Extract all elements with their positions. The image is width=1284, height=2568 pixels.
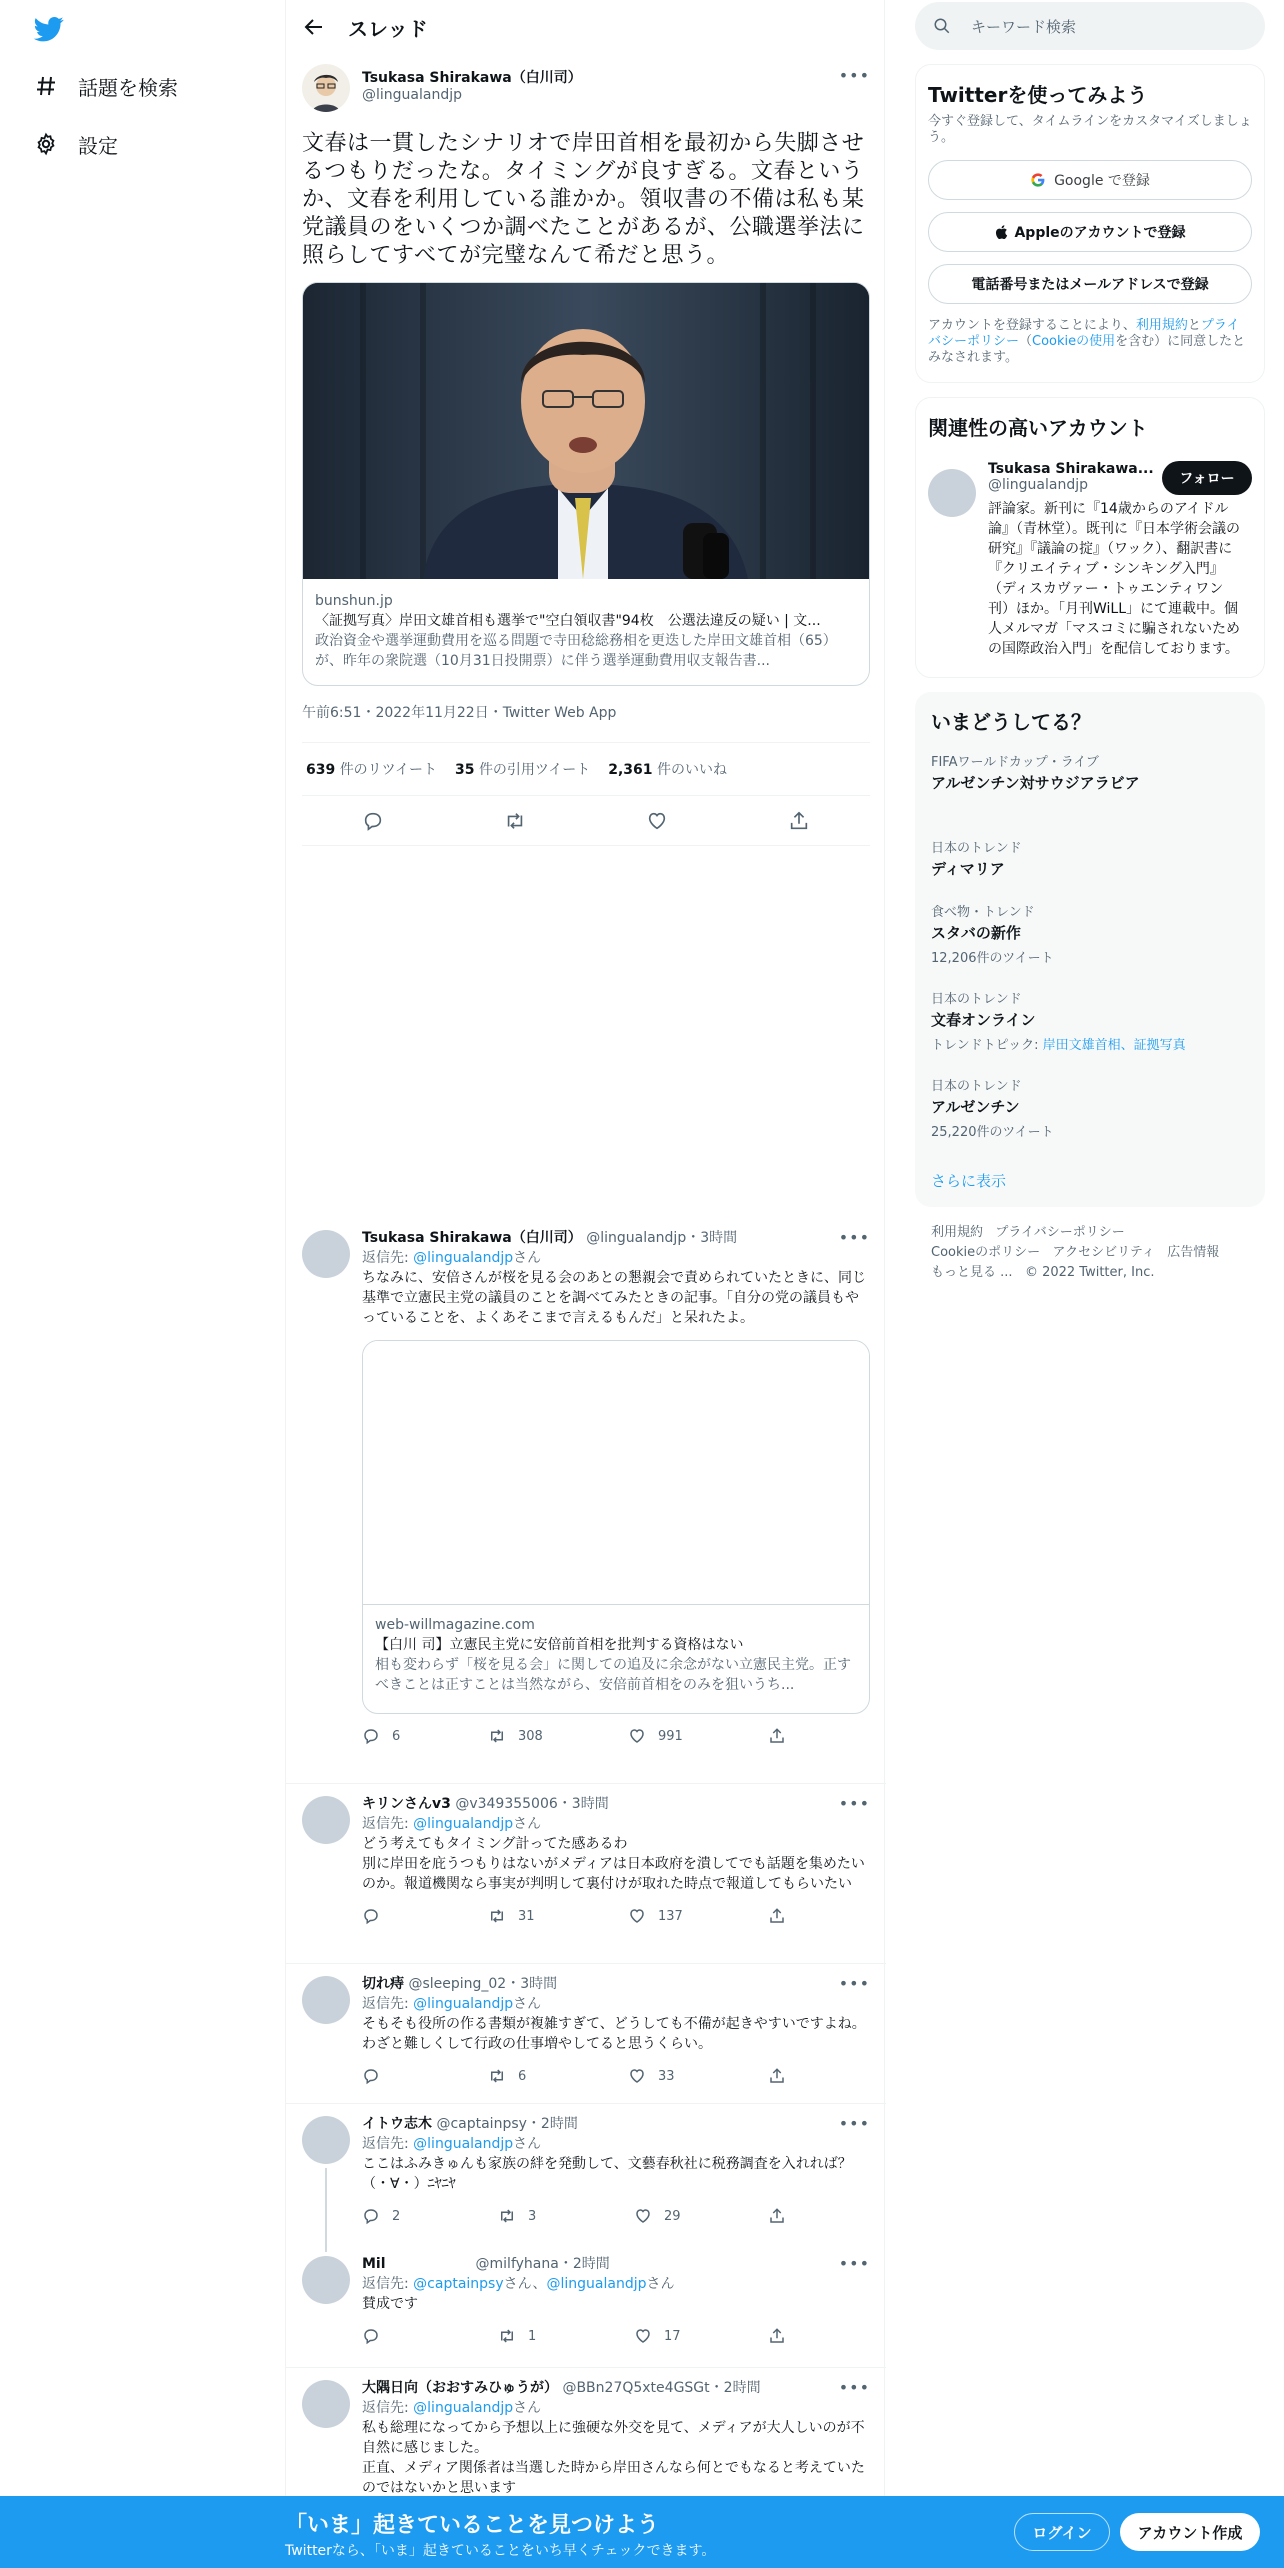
trend-item[interactable]: FIFAワールドカップ・ライブ アルゼンチン対サウジアラビア [931, 755, 1140, 792]
more-icon[interactable]: ••• [838, 2378, 870, 2397]
tweet-timestamp[interactable]: 午前6:51・2022年11月22日・Twitter Web App [302, 705, 617, 721]
avatar[interactable] [302, 2116, 350, 2164]
more-icon[interactable]: ••• [838, 2114, 870, 2133]
link-card[interactable] [302, 282, 870, 686]
reply-author-name[interactable]: キリンさんv3 [362, 1796, 451, 1812]
reply-actions [362, 2206, 870, 2226]
related-account[interactable] [928, 461, 1252, 659]
page-title: スレッド [348, 16, 428, 41]
footer-link[interactable]: プライバシーポリシー [995, 1225, 1125, 1240]
like-icon [634, 2207, 652, 2225]
reply-text: 賛成です [362, 2296, 418, 2312]
reply-button[interactable] [362, 2327, 498, 2345]
like-button[interactable]: 29 [634, 2207, 768, 2225]
search-input[interactable]: キーワード検索 [971, 17, 1077, 36]
signup-terms: アカウントを登録することにより、利用規約とプライバシーポリシー（Cookieの使用を含む）に同意したとみなされます。 [928, 318, 1246, 365]
reply-tweet[interactable] [286, 1964, 886, 2104]
more-icon[interactable]: ••• [838, 2254, 870, 2273]
reply-actions [362, 1906, 870, 1926]
reply-actions [362, 2066, 870, 2086]
reply-author-name[interactable]: Tsukasa Shirakawa（白川司） [362, 1230, 582, 1246]
card-image-placeholder [363, 1341, 869, 1605]
footer-link[interactable]: Cookieのポリシー [931, 1245, 1041, 1260]
terms-link[interactable]: 利用規約 [1135, 318, 1188, 333]
reply-author-handle[interactable]: @sleeping_02 [408, 1976, 507, 1992]
privacy-link[interactable]: プライバシーポリシー [928, 318, 1240, 349]
reply-button[interactable] [362, 2067, 488, 2085]
trend-item[interactable]: 日本のトレンド 文春オンライン トレンドトピック: 岸田文雄首相、証拠写真 [931, 992, 1186, 1053]
main-column [285, 0, 885, 2568]
reply-to-line: 返信先: @lingualandjpさん [362, 1996, 542, 2012]
footer-link[interactable]: 広告情報 [1167, 1245, 1220, 1260]
reply-author-handle[interactable]: @v349355006 [455, 1796, 558, 1812]
reply-author-name[interactable]: 切れ痔 [362, 1976, 404, 1992]
reply-actions [362, 2326, 870, 2346]
reply-to-line: 返信先: @captainpsyさん、@lingualandjpさん [362, 2276, 675, 2292]
footer-more-link[interactable]: もっと見る ... [931, 1265, 1013, 1280]
reply-to-link[interactable]: @lingualandjp [413, 1996, 514, 2012]
gear-icon [32, 130, 60, 158]
like-icon [628, 1907, 646, 1925]
share-icon [768, 1727, 786, 1745]
apple-signup-button[interactable]: Appleのアカウントで登録 [928, 212, 1252, 252]
tweet-stats [302, 742, 870, 796]
reply-time[interactable]: ・2時間 [558, 2256, 610, 2272]
more-icon[interactable]: ••• [838, 1974, 870, 1993]
share-icon [768, 2207, 786, 2225]
like-button[interactable]: 17 [634, 2327, 768, 2345]
show-more-link[interactable]: さらに表示 [931, 1172, 1007, 1190]
avatar[interactable] [302, 1976, 350, 2024]
like-icon [634, 2327, 652, 2345]
main-tweet-header [302, 64, 870, 114]
footer-link[interactable]: アクセシビリティ [1052, 1245, 1155, 1260]
related-bio: 評論家。新刊に『14歳からのアイドル論』（青林堂）。既刊に『日本学術会議の研究』『議論の掟』（ワック）、翻訳書に『クリエイティブ・シンキング入門』（ディスカヴァー・トゥエンティワン刊）ほか。「月刊WiLL」にて連載中。個人メルマガ「マスコミに騙されないための国際政治入門」を配信しております。 [988, 501, 1240, 657]
share-icon[interactable] [788, 810, 810, 832]
share-icon [768, 2327, 786, 2345]
avatar[interactable] [302, 1230, 350, 1278]
reply-icon [362, 1907, 380, 1925]
card-description: 政治資金や選挙運動費用を巡る問題で寺田稔総務相を更迭した岸田文雄首相（65）が、昨年の衆院選（10月31日投開票）に伴う選挙運動費用収支報告書... [315, 633, 837, 669]
card-meta [303, 579, 869, 683]
retweet-icon[interactable] [504, 810, 526, 832]
nav-settings[interactable] [32, 124, 118, 164]
twitter-logo-icon[interactable] [32, 14, 66, 44]
author-name[interactable]: Tsukasa Shirakawa（白川司） [362, 70, 582, 86]
reply-author-name[interactable]: 大隅日向（おおすみひゅうが） [362, 2380, 558, 2396]
tweet-text: 文春は一貫したシナリオで岸田首相を最初から失脚させるつもりだったな。タイミングが良すぎる。文春というか、文春を利用している誰かか。領収書の不備は私も某党議員のをいくつか調べたことがあるが、公職選挙法に照らしてすべてが完璧なんて希だと思う。 [302, 131, 865, 268]
card-title: 【白川 司】立憲民主党に安倍前首相を批判する資格はない [375, 1637, 744, 1653]
reply-author-handle[interactable]: @captainpsy [436, 2116, 527, 2132]
google-icon [1030, 172, 1046, 188]
hashtag-icon [32, 72, 60, 100]
related-title: 関連性の高いアカウント [928, 416, 1148, 440]
retweet-icon [488, 1727, 506, 1745]
right-sidebar [915, 0, 1265, 1299]
retweet-stat[interactable]: 639 件のリツイート [306, 762, 437, 778]
reply-author-handle[interactable]: @milfyhana [475, 2256, 559, 2272]
reply-time[interactable]: ・3時間 [686, 1230, 738, 1246]
reply-to-line: 返信先: @lingualandjpさん [362, 2136, 542, 2152]
reply-to-line: 返信先: @lingualandjpさん [362, 1250, 542, 1266]
like-stat[interactable]: 2,361 件のいいね [608, 762, 727, 778]
nav-settings-label: 設定 [78, 133, 118, 158]
reply-icon [362, 1727, 380, 1745]
reply-to-line: 返信先: @lingualandjpさん [362, 2400, 542, 2416]
reply-text: どう考えてもタイミング計ってた感あるわ 別に岸田を庇うつもりはないがメディアは日本政府を潰してでも話題を集めたいのか。報道機関なら事実が判明して裏付けが取れた時点で報道してもらいたい [362, 1836, 865, 1892]
cookie-link[interactable]: Cookieの使用 [1032, 334, 1116, 349]
signup-button[interactable]: アカウント作成 [1120, 2513, 1260, 2551]
reply-time[interactable]: ・3時間 [557, 1796, 609, 1812]
reply-tweet[interactable] [286, 1218, 886, 1784]
search-icon [933, 17, 951, 35]
nav-explore[interactable] [32, 66, 178, 106]
retweet-button[interactable]: 6 [488, 2067, 628, 2085]
nav-explore-label: 話題を検索 [78, 75, 178, 100]
reply-to-link[interactable]: @lingualandjp [413, 2400, 514, 2416]
related-handle[interactable]: @lingualandjp [988, 477, 1088, 493]
login-button[interactable]: ログイン [1014, 2513, 1110, 2551]
apple-icon [994, 224, 1008, 240]
reply-to-link[interactable]: @lingualandjp [546, 2276, 647, 2292]
retweet-button[interactable]: 31 [488, 1907, 628, 1925]
left-nav [0, 0, 285, 2568]
like-icon[interactable] [646, 810, 668, 832]
reply-to-link[interactable]: @lingualandjp [413, 1816, 514, 1832]
share-icon [768, 1907, 786, 1925]
trend-topic-link[interactable]: 岸田文雄首相、証拠写真 [1042, 1038, 1186, 1053]
trend-item[interactable]: 日本のトレンド ディマリア [931, 841, 1022, 878]
follow-button[interactable]: フォロー [1162, 461, 1252, 495]
reply-author-name[interactable]: Mil [362, 2256, 386, 2272]
reply-text: ここはふみきゅんも家族の絆を発動して、文藝春秋社に税務調査を入れれば？（・∀・）ﾆﾔﾆﾔ [362, 2156, 852, 2192]
share-icon [768, 2067, 786, 2085]
retweet-button[interactable]: 308 [488, 1727, 628, 1745]
trends-title: いまどうしてる？ [931, 710, 1091, 734]
like-button[interactable]: 137 [628, 1907, 768, 1925]
more-icon[interactable]: ••• [838, 1228, 870, 1247]
reply-icon [362, 2327, 380, 2345]
signup-title: Twitterを使ってみよう [928, 83, 1148, 107]
related-accounts-panel [915, 397, 1265, 678]
share-button[interactable] [768, 2207, 798, 2225]
thread-line [325, 2168, 327, 2252]
avatar[interactable] [302, 2256, 350, 2304]
footer-links [915, 1207, 1265, 1299]
reply-icon [362, 2067, 380, 2085]
share-button[interactable] [768, 2327, 798, 2345]
card-title: 〈証拠写真〉岸田文雄首相も選挙で"空白領収書"94枚 公選法違反の疑い | 文... [315, 613, 821, 629]
card-domain: web-willmagazine.com [375, 1617, 535, 1633]
avatar[interactable] [302, 2380, 350, 2428]
reply-actions [362, 1726, 870, 1746]
like-icon [628, 2067, 646, 2085]
reply-time[interactable]: ・2時間 [709, 2380, 761, 2396]
signup-bottom-bar [0, 2496, 1284, 2568]
reply-to-line: 返信先: @lingualandjpさん [362, 1816, 542, 1832]
link-card[interactable] [362, 1340, 870, 1714]
reply-author-handle[interactable]: @BBn27Q5xte4GSGt [562, 2380, 710, 2396]
like-icon [628, 1727, 646, 1745]
reply-time[interactable]: ・3時間 [506, 1976, 558, 1992]
signup-panel [915, 64, 1265, 383]
reply-button[interactable]: 2 [362, 2207, 498, 2225]
retweet-icon [498, 2327, 516, 2345]
share-button[interactable] [768, 1907, 798, 1925]
reply-to-link[interactable]: @lingualandjp [413, 1250, 514, 1266]
bottom-bar-title: 「いま」起きていることを見つけよう [285, 2513, 660, 2538]
retweet-button[interactable]: 3 [498, 2207, 634, 2225]
retweet-icon [488, 1907, 506, 1925]
avatar[interactable] [302, 64, 350, 112]
like-button[interactable]: 33 [628, 2067, 768, 2085]
reply-icon [362, 2207, 380, 2225]
reply-to-link[interactable]: @lingualandjp [413, 2136, 514, 2152]
more-icon[interactable]: ••• [838, 66, 870, 85]
bottom-bar-subtitle: Twitterなら、「いま」起きていることをいち早くチェックできます。 [285, 2543, 716, 2559]
card-description: 相も変わらず「桜を見る会」に関しての追及に余念がない立憲民主党。正すべきことは正すことは当然ながら、安倍前首相をのみを狙いうち... [375, 1657, 851, 1693]
main-tweet [302, 64, 870, 846]
reply-button[interactable]: 6 [362, 1727, 488, 1745]
reply-author-name[interactable]: イトウ志木 [362, 2116, 432, 2132]
retweet-icon [498, 2207, 516, 2225]
back-arrow-icon[interactable] [302, 15, 326, 39]
reply-to-link[interactable]: @captainpsy [413, 2276, 504, 2292]
reply-text: ちなみに、安倍さんが桜を見る会のあとの懇親会で責められていたときに、同じ基準で立憲民主党の議員のことを調べてみたときの記事。「自分の党の議員もやっていることを、よくあそこまで言えるもんだ」と呆れたよ。 [362, 1270, 866, 1326]
share-button[interactable] [768, 2067, 798, 2085]
trend-item[interactable]: 日本のトレンド アルゼンチン 25,220件のツイート [931, 1079, 1054, 1140]
more-icon[interactable]: ••• [838, 1794, 870, 1813]
phone-email-signup-button[interactable]: 電話番号またはメールアドレスで登録 [928, 264, 1252, 304]
author-handle[interactable]: @lingualandjp [362, 87, 462, 103]
reply-time[interactable]: ・2時間 [526, 2116, 578, 2132]
retweet-icon [488, 2067, 506, 2085]
thread-header [286, 0, 884, 54]
card-domain: bunshun.jp [315, 593, 393, 609]
footer-link[interactable]: 利用規約 [931, 1225, 984, 1240]
quote-stat[interactable]: 35 件の引用ツイート [455, 762, 591, 778]
reply-icon[interactable] [362, 810, 384, 832]
reply-tweet[interactable] [286, 1784, 886, 1964]
copyright: © 2022 Twitter, Inc. [1024, 1265, 1155, 1280]
share-button[interactable] [768, 1727, 798, 1745]
article-photo [303, 283, 869, 579]
trend-item[interactable]: 食べ物・トレンド スタバの新作 12,206件のツイート [931, 905, 1054, 966]
like-button[interactable]: 991 [628, 1727, 768, 1745]
reply-tweet[interactable] [286, 2244, 886, 2368]
reply-button[interactable] [362, 1907, 488, 1925]
search-box[interactable] [915, 2, 1265, 50]
tweet-actions [302, 796, 870, 846]
reply-author-handle[interactable]: @lingualandjp [586, 1230, 687, 1246]
signup-subtitle: 今すぐ登録して、タイムラインをカスタマイズしましょう。 [928, 114, 1252, 145]
reply-text: 私も総理になってから予想以上に強硬な外交を見て、メディアが大人しいのが不自然に感じました。 正直、メディア関係者は当選した時から岸田さんなら何とでもなると考えていたのではないかと思います [362, 2420, 865, 2496]
avatar[interactable] [928, 469, 976, 517]
retweet-button[interactable]: 1 [498, 2327, 634, 2345]
reply-tweet[interactable] [286, 2104, 886, 2244]
google-signup-button[interactable]: Google で登録 [928, 160, 1252, 200]
avatar[interactable] [302, 1796, 350, 1844]
reply-text: そもそも役所の作る書類が複雑すぎて、どうしても不備が起きやすいですよね。わざと難しくして行政の仕事増やしてると思うくらい。 [362, 2016, 866, 2052]
trends-panel [915, 692, 1265, 1207]
related-name[interactable]: Tsukasa Shirakawa... [988, 461, 1154, 477]
